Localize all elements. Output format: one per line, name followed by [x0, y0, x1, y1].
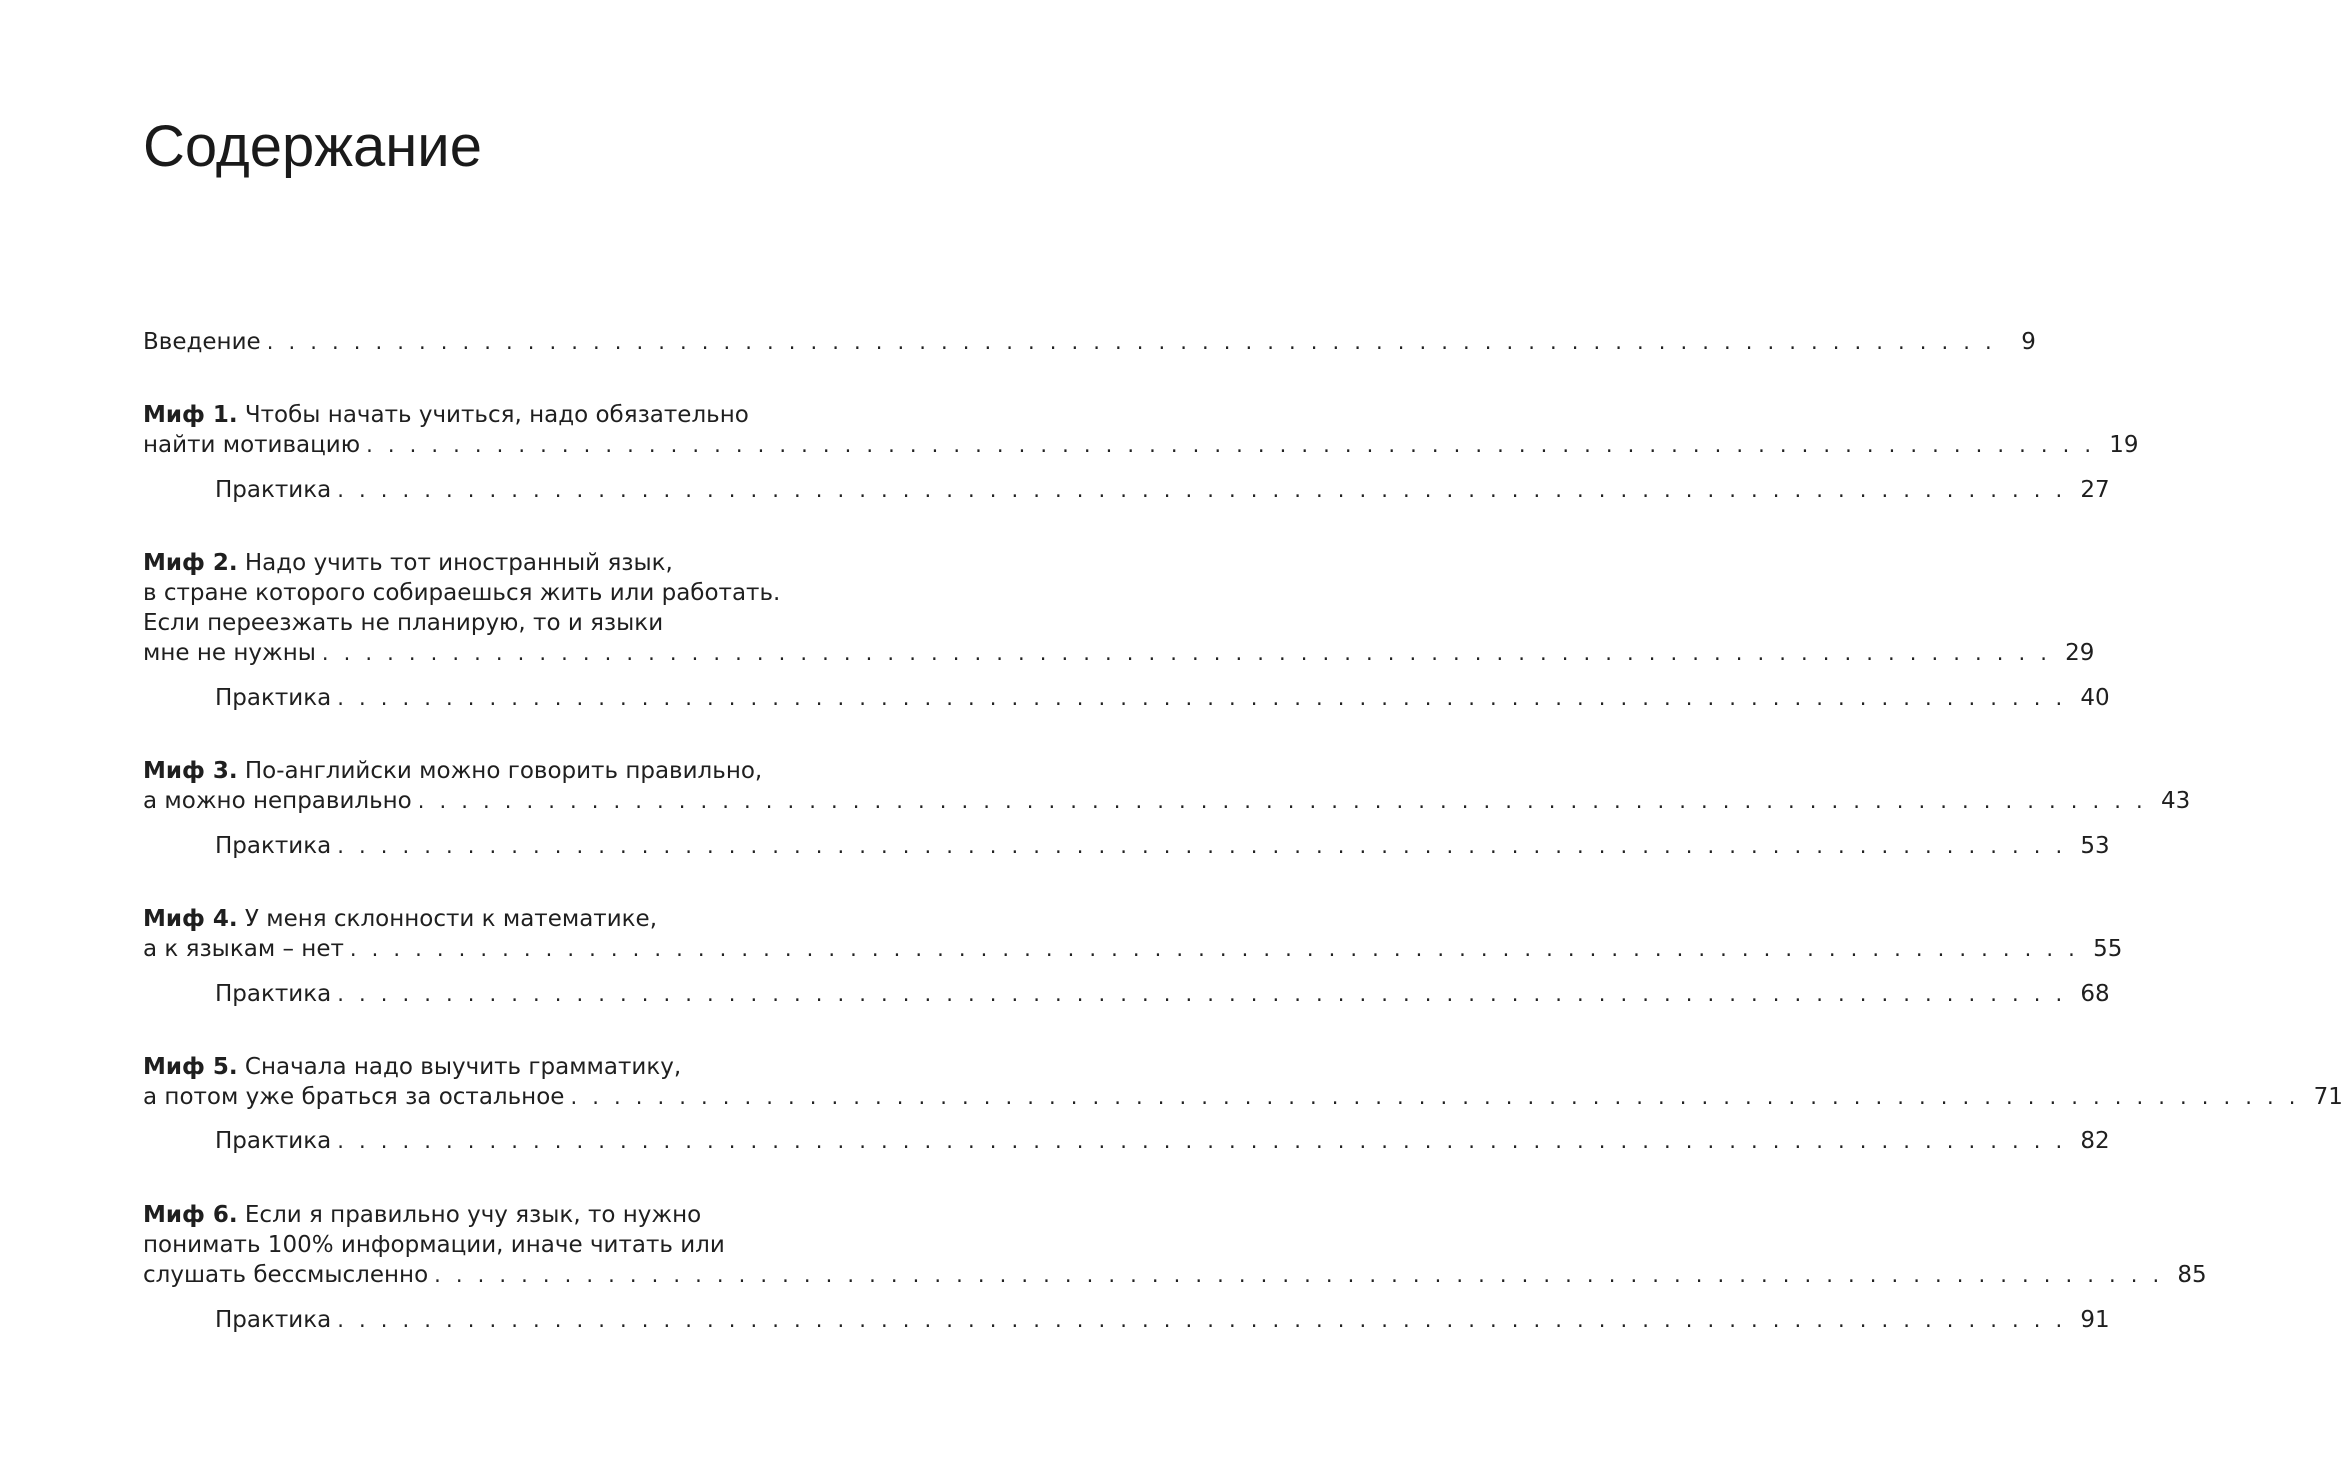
dot-leader: . . . . . . . . . . . . . . . . . . . . . . . . . . . . . . . . . . . . . . . . . . . . . . . . . . . . . . . . . . . . . . . . . . . . . . . . . . . . . . . . [434, 1263, 2164, 1287]
myth-title-line: У меня склонности к математике, [244, 906, 658, 932]
practice-label: Практика [215, 833, 332, 859]
myth-title-line: а к языкам – нет [143, 936, 344, 962]
dot-leader: . . . . . . . . . . . . . . . . . . . . . . . . . . . . . . . . . . . . . . . . . . . . . . . . . . . . . . . . . . . . . . . . . . . . . . . . . . . . . . . . [337, 1308, 2067, 1332]
page-number: 68 [2080, 981, 2110, 1007]
practice-label: Практика [215, 477, 332, 503]
myth-number: Миф 2. [143, 550, 238, 576]
toc-entry-practice-3[interactable] [215, 831, 2110, 861]
dot-leader: . . . . . . . . . . . . . . . . . . . . . . . . . . . . . . . . . . . . . . . . . . . . . . . . . . . . . . . . . . . . . . . . . . . . . . . . . . . . . . . . [570, 1085, 2300, 1109]
myth-title-line: Чтобы начать учиться, надо обязательно [244, 402, 749, 428]
dot-leader: . . . . . . . . . . . . . . . . . . . . . . . . . . . . . . . . . . . . . . . . . . . . . . . . . . . . . . . . . . . . . . . . . . . . . . . . . . . . . . . . [337, 982, 2067, 1006]
page-number: 82 [2080, 1128, 2110, 1154]
myth-title-line: Надо учить тот иностранный язык, [244, 550, 673, 576]
dot-leader: . . . . . . . . . . . . . . . . . . . . . . . . . . . . . . . . . . . . . . . . . . . . . . . . . . . . . . . . . . . . . . . . . . . . . . . . . . . . . . . . [321, 641, 2052, 665]
toc-entry-myth-4[interactable] [143, 904, 2123, 964]
toc-entry-intro[interactable] [143, 327, 2036, 357]
toc-entry-practice-5[interactable] [215, 1126, 2110, 1156]
myth-title-line: мне не нужны [143, 640, 316, 666]
practice-label: Практика [215, 981, 332, 1007]
dot-leader: . . . . . . . . . . . . . . . . . . . . . . . . . . . . . . . . . . . . . . . . . . . . . . . . . . . . . . . . . . . . . . . . . . . . . . . . . . . . . . . . [337, 1129, 2067, 1153]
page-number: 29 [2065, 640, 2095, 666]
page-number: 85 [2177, 1262, 2207, 1288]
dot-leader: . . . . . . . . . . . . . . . . . . . . . . . . . . . . . . . . . . . . . . . . . . . . . . . . . . . . . . . . . . . . . . . . . . . . . . . . . . . . . . . . [337, 834, 2067, 858]
page-number: 9 [2021, 329, 2036, 355]
dot-leader: . . . . . . . . . . . . . . . . . . . . . . . . . . . . . . . . . . . . . . . . . . . . . . . . . . . . . . . . . . . . . . . . . . . . . . . . . . . . . . . . [337, 478, 2067, 502]
dot-leader: . . . . . . . . . . . . . . . . . . . . . . . . . . . . . . . . . . . . . . . . . . . . . . . . . . . . . . . . . . . . . . . . . . . . . . . . . . . . . . . . [366, 433, 2096, 457]
myth-number: Миф 4. [143, 906, 238, 932]
myth-title-line: а потом уже браться за остальное [143, 1084, 565, 1110]
toc-entry-label: Введение [143, 329, 261, 355]
toc-entry-practice-2[interactable] [215, 683, 2110, 713]
myth-number: Миф 3. [143, 758, 238, 784]
toc-entry-myth-5[interactable] [143, 1052, 2343, 1112]
toc-entry-myth-1[interactable] [143, 400, 2139, 460]
toc-entry-myth-3[interactable] [143, 756, 2191, 816]
myth-title-line: слушать бессмысленно [143, 1262, 429, 1288]
page-number: 27 [2080, 477, 2110, 503]
page-number: 53 [2080, 833, 2110, 859]
toc-entry-practice-1[interactable] [215, 475, 2110, 505]
myth-title-line: понимать 100% информации, иначе читать или [143, 1232, 725, 1258]
page-number: 55 [2093, 936, 2123, 962]
page-number: 71 [2313, 1084, 2343, 1110]
page-number: 91 [2080, 1307, 2110, 1333]
myth-number: Миф 1. [143, 402, 238, 428]
myth-title-line: а можно неправильно [143, 788, 412, 814]
myth-title-line: По-английски можно говорить правильно, [244, 758, 763, 784]
page-number: 19 [2109, 432, 2139, 458]
page-title: Содержание [143, 114, 482, 179]
myth-title-line: Если я правильно учу язык, то нужно [244, 1202, 702, 1228]
dot-leader: . . . . . . . . . . . . . . . . . . . . . . . . . . . . . . . . . . . . . . . . . . . . . . . . . . . . . . . . . . . . . . . . . . . . . . . . . . . . . . . . [417, 789, 2147, 813]
myth-number: Миф 5. [143, 1054, 238, 1080]
practice-label: Практика [215, 685, 332, 711]
practice-label: Практика [215, 1307, 332, 1333]
toc-entry-practice-4[interactable] [215, 979, 2110, 1009]
dot-leader: . . . . . . . . . . . . . . . . . . . . . . . . . . . . . . . . . . . . . . . . . . . . . . . . . . . . . . . . . . . . . . . . . . . . . . . . . . . . . . . . [266, 330, 1996, 354]
toc-entry-myth-2[interactable] [143, 548, 2095, 668]
myth-title-line: в стране которого собираешься жить или работать. [143, 580, 781, 606]
dot-leader: . . . . . . . . . . . . . . . . . . . . . . . . . . . . . . . . . . . . . . . . . . . . . . . . . . . . . . . . . . . . . . . . . . . . . . . . . . . . . . . . [337, 686, 2067, 710]
myth-number: Миф 6. [143, 1202, 238, 1228]
myth-title-line: Сначала надо выучить грамматику, [244, 1054, 682, 1080]
toc-entry-practice-6[interactable] [215, 1305, 2110, 1335]
page-number: 40 [2080, 685, 2110, 711]
myth-title-line: Если переезжать не планирую, то и языки [143, 610, 664, 636]
page-number: 43 [2160, 788, 2191, 814]
toc-entry-myth-6[interactable] [143, 1200, 2207, 1290]
practice-label: Практика [215, 1128, 332, 1154]
dot-leader: . . . . . . . . . . . . . . . . . . . . . . . . . . . . . . . . . . . . . . . . . . . . . . . . . . . . . . . . . . . . . . . . . . . . . . . . . . . . . . . . [349, 937, 2080, 961]
myth-title-line: найти мотивацию [143, 432, 361, 458]
